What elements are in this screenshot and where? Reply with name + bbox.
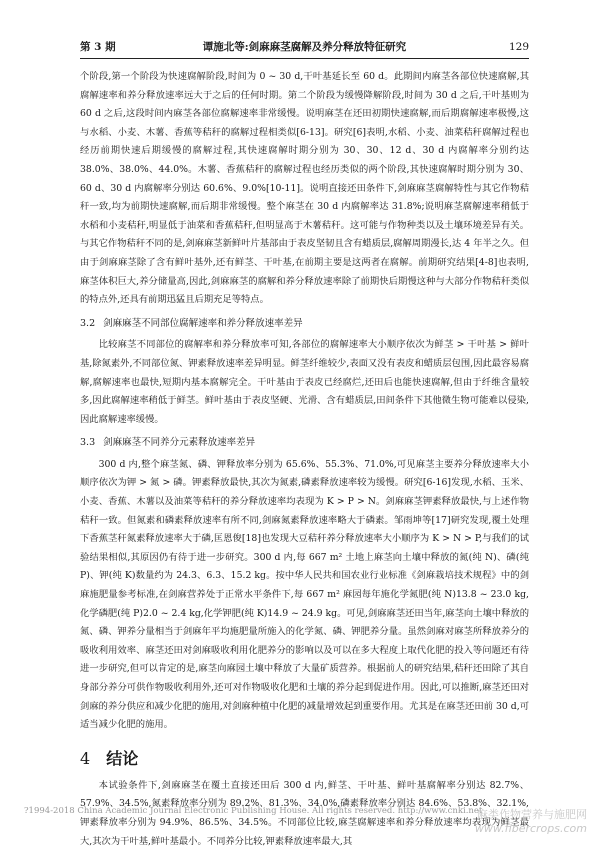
discussion-paragraph: 个阶段,第一个阶段为快速腐解阶段,时间为 0 ~ 30 d,干叶基延长至 60 d。此期间内麻茎各部位快速腐解,其腐解速率和养分释放速率远大于之后的任何时期。第二个阶段为缓慢降解阶段,时间为 30 d 之后,干叶基则为 60 d 之后,这段时间内麻茎各部位腐解速率非常缓慢。说明麻茎在还田初期快速腐解,而后期腐解速率极慢,这与水稻、小麦、木薯、香蕉等秸秆的腐解过程相类似[6-13]。研究[6]表明,水稻、小麦、油菜秸秆腐解过程也经历前期快速后期缓慢的腐解过程,其快速腐解时期分别为 30、30、12 d、30 d 内腐解率分别约达 38.0%、38.0%、44.0%。木薯、香蕉秸秆的腐解过程也经历类似的两个阶段,其快速腐解时期分别为 30、60 d、30 d 内腐解率分别达 60.6%、9.0%[10-11]。说明直接还田条件下,剑麻麻茎腐解特性与其它作物秸秆一致,均为前期快速腐解,而后期非常缓慢。整个麻茎在 30 d 内腐解率达 31.8%;说明麻茎腐解速率稍低于水稻和小麦秸秆,明显低于油菜和香蕉秸秆,但明显高于木薯秸秆。这可能与作物种类以及土壤环境差异有关。与其它作物秸秆不同的是,剑麻麻茎新鲜叶片基部由于表皮坚韧且含有蜡质层,腐解周期漫长,达 4 年半之久。但由于剑麻麻茎除了含有鲜叶基外,还有鲜茎、干叶基,在前期主要是这两者在腐解。前期研究结果[4-8]也表明,麻茎体积巨大,养分储量高,因此,剑麻麻茎的腐解和养分释放速率除了前期快后期慢这种与大部分作物秸秆类似的特点外,还具有前期迅猛且后期充足等特点。 [80,71,529,306]
section-title: 结论 [106,748,139,768]
running-header [80,36,529,59]
running-title: 谭施北等:剑麻麻茎腐解及养分释放特征研究 [202,41,407,53]
section-heading-4 [80,749,529,769]
conclusion-paragraph: 本试验条件下,剑麻麻茎在覆土直接还田后 300 d 内,鲜茎、干叶基、鲜叶基腐解率分别达 82.7%、57.9%、34.5%,氮素释放率分别为 89.2%、81.3%、34.0%,磷素释放率分别达 84.6%、53.8%、32.1%,钾素释放率分别为 94.9%、86.5%、34.5%。不同部位比较,麻茎腐解速率和养分释放速率均表现为鲜茎最大,其次为干叶基,鲜叶基最小。不同养分比较,钾素释放速率最大,其 [80,779,529,847]
section-number: 3.2 [80,317,96,329]
section-3-3-paragraph: 300 d 内,整个麻茎氮、磷、钾释放率分别为 65.6%、55.3%、71.0%,可见麻茎主要养分释放速率大小顺序依次为钾 > 氮 > 磷。钾素释放最快,其次为氮素,磷素释放速率较为缓慢。研究[6-16]发现,水稻、玉米、小麦、香蕉、木薯以及油菜等秸秆的养分释放速率均表现为 K > P > N。剑麻麻茎钾素释放最快,与上述作物秸秆一致。但氮素和磷素释放速率有所不同,剑麻氮素释放速率略大于磷素。邹雨坤等[17]研究发现,覆土处理下香蕉茎秆氮素释放速率大于磷,匡恩俊[18]也发现大豆秸秆养分释放速率大小顺序为 K > N > P,与我们的试验结果相似,其原因仍有待于进一步研究。300 d 内,每 667 m² 土地上麻茎向土壤中释放的氮(纯 N)、磷(纯 P)、钾(纯 K)数量约为 24.3、6.3、15.2 kg。按中华人民共和国农业行业标准《剑麻栽培技术规程》中的剑麻施肥量参考标准,在剑麻营养处于正常水平条件下,每 667 m² 麻园每年施化学氮肥(纯 N)13.8 ~ 23.0 kg,化学磷肥(纯 P)2.0 ~ 2.4 kg,化学钾肥(纯 K)14.9 ~ 24.9 kg。可见,剑麻麻茎还田当年,麻茎向土壤中释放的氮、磷、钾养分量相当于剑麻年平均施肥量所施入的化学氮、磷、钾肥养分量。虽然剑麻对麻茎所释放养分的吸收利用效率、麻茎还田对剑麻吸收利用化肥养分的影响以及可以在多大程度上取代化肥的投入等问题还有待进一步研究,但可以肯定的是,麻茎向麻园土壤中释放了大量矿质营养。根据前人的研究结果,秸秆还田除了其自身部分养分可供作物吸收利用外,还可对作物吸收化肥和土壤的养分起到促进作用。因此,可以推断,麻茎还田对剑麻的养分供应和减少化肥的施用,对剑麻种植中化肥的减量增效起到重要作用。尤其是在麻茎还田前 30 d,可适当减少化肥的施用。 [80,458,529,731]
section-number: 4 [80,748,91,768]
section-title: 剑麻麻茎不同养分元素释放速率差异 [103,437,256,449]
section-heading-3-2 [80,315,529,334]
page-number: 129 [508,41,529,53]
section-heading-3-3 [80,434,529,453]
issue-label: 第 3 期 [80,41,116,53]
copyright-line: ?1994-2018 China Academic Journal Electronic Publishing House. All rights reserved. http://www.cnki.net [24,806,483,816]
watermark-url: www.fibercrops.com [474,822,587,835]
article-body [80,68,529,851]
section-number: 3.3 [80,437,96,449]
section-title: 剑麻麻茎不同部位腐解速率和养分释放速率差异 [103,317,303,329]
section-3-2-paragraph: 比较麻茎不同部位的腐解率和养分释放率可知,各部位的腐解速率大小顺序依次为鲜茎 > 干叶基 > 鲜叶基,除氮素外,不同部位氮、钾素释放速率差异明显。鲜茎纤维较少,表面又没有表皮和蜡质层包围,因此最容易腐解,腐解速率也最快,短期内基本腐解完全。干叶基由于表皮已经腐烂,还田后也能快速腐解,但由于纤维含量较多,因此腐解速率稍低于鲜茎。鲜叶基由于表皮坚硬、光滑、含有蜡质层,田间条件下其他微生物可能难以侵染,因此腐解速率缓慢。 [80,339,529,425]
watermark-text: 麻类作物营养与施肥网 [477,808,587,821]
